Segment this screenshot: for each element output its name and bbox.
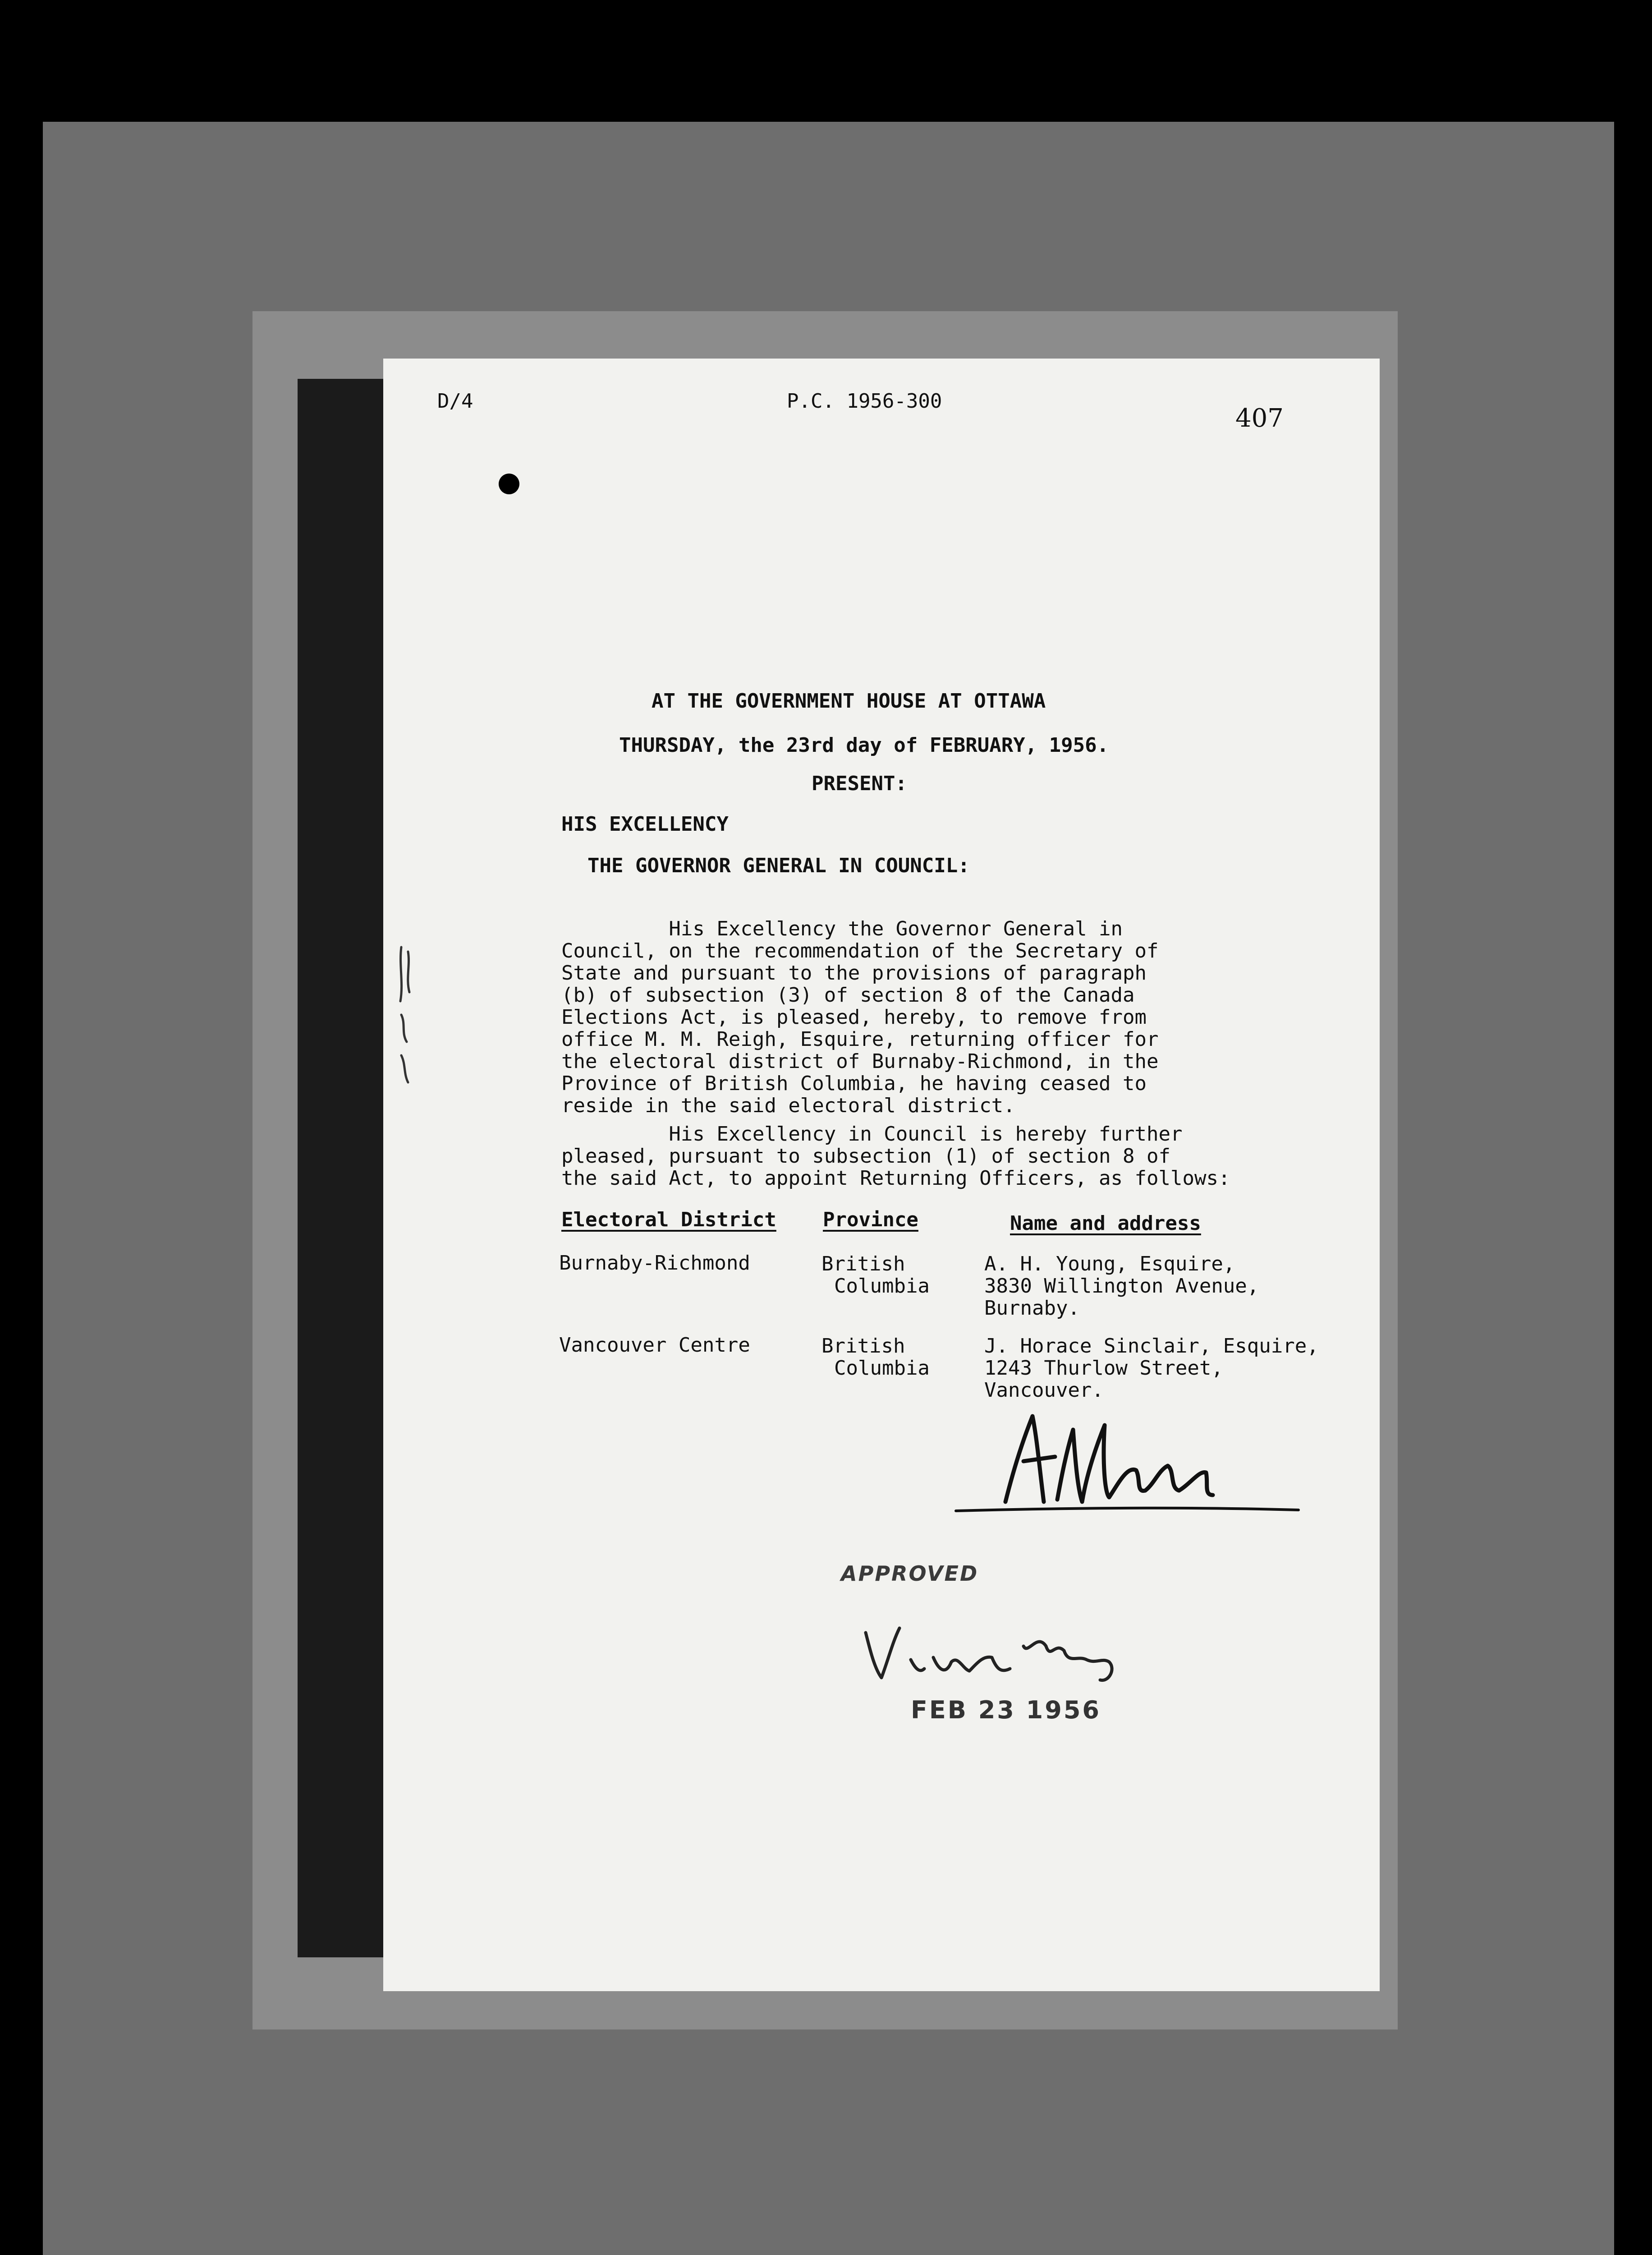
paragraph-line: office M. M. Reigh, Esquire, returning officer for: [561, 1028, 1159, 1051]
governor-general-line: THE GOVERNOR GENERAL IN COUNCIL:: [587, 854, 970, 877]
his-excellency: HIS EXCELLENCY: [561, 813, 729, 836]
file-code: D/4: [437, 390, 473, 413]
row-2-district: Vancouver Centre: [559, 1334, 750, 1357]
paragraph-line: His Excellency the Governor General in: [561, 917, 1123, 940]
paragraph-line: State and pursuant to the provisions of paragraph: [561, 962, 1147, 985]
governor-general-signature: [857, 1606, 1136, 1696]
row-1-name-line: 3830 Willington Avenue,: [984, 1275, 1259, 1298]
location-heading: AT THE GOVERNMENT HOUSE AT OTTAWA: [652, 690, 1046, 713]
row-1-name-line: A. H. Young, Esquire,: [984, 1252, 1235, 1275]
row-2-province-line: British: [821, 1335, 905, 1358]
row-1-province-line: Columbia: [834, 1275, 930, 1298]
paragraph-1: [561, 918, 1159, 1117]
paragraph-line: His Excellency in Council is hereby further: [561, 1123, 1183, 1146]
paragraph-line: (b) of subsection (3) of section 8 of the Canada: [561, 984, 1135, 1007]
paragraph-2: [561, 1123, 1230, 1189]
paragraph-line: pleased, pursuant to subsection (1) of section 8 of: [561, 1145, 1171, 1168]
marginal-notes: [388, 938, 428, 1091]
row-2-province-line: Columbia: [834, 1357, 930, 1380]
present-label: PRESENT:: [812, 772, 907, 795]
paragraph-line: Province of British Columbia, he having ceased to: [561, 1072, 1147, 1095]
row-1-name-line: Burnaby.: [984, 1297, 1080, 1320]
column-header-district: Electoral District: [561, 1208, 776, 1231]
row-2-name-line: 1243 Thurlow Street,: [984, 1357, 1223, 1380]
row-2-name-line: Vancouver.: [984, 1379, 1104, 1402]
page-number: 407: [1235, 404, 1284, 433]
date-stamp: FEB 23 1956: [911, 1696, 1101, 1724]
paragraph-line: Elections Act, is pleased, hereby, to remove from: [561, 1006, 1147, 1029]
date-line: THURSDAY, the 23rd day of FEBRUARY, 1956.: [619, 734, 1109, 757]
clerk-signature: [947, 1398, 1308, 1524]
paragraph-line: reside in the said electoral district.: [561, 1094, 1015, 1117]
paragraph-line: the said Act, to appoint Returning Officers, as follows:: [561, 1167, 1230, 1190]
column-header-name-address: Name and address: [1010, 1212, 1201, 1235]
punch-hole: [499, 474, 519, 494]
row-2-name-line: J. Horace Sinclair, Esquire,: [984, 1335, 1319, 1358]
order-number: P.C. 1956-300: [787, 390, 942, 413]
paragraph-line: the electoral district of Burnaby-Richmond, in the: [561, 1050, 1159, 1073]
column-header-province: Province: [823, 1208, 918, 1231]
paragraph-line: Council, on the recommendation of the Secretary of: [561, 939, 1159, 962]
row-1-district: Burnaby-Richmond: [559, 1252, 750, 1275]
approved-stamp: APPROVED: [841, 1561, 979, 1586]
row-1-province-line: British: [821, 1252, 905, 1275]
